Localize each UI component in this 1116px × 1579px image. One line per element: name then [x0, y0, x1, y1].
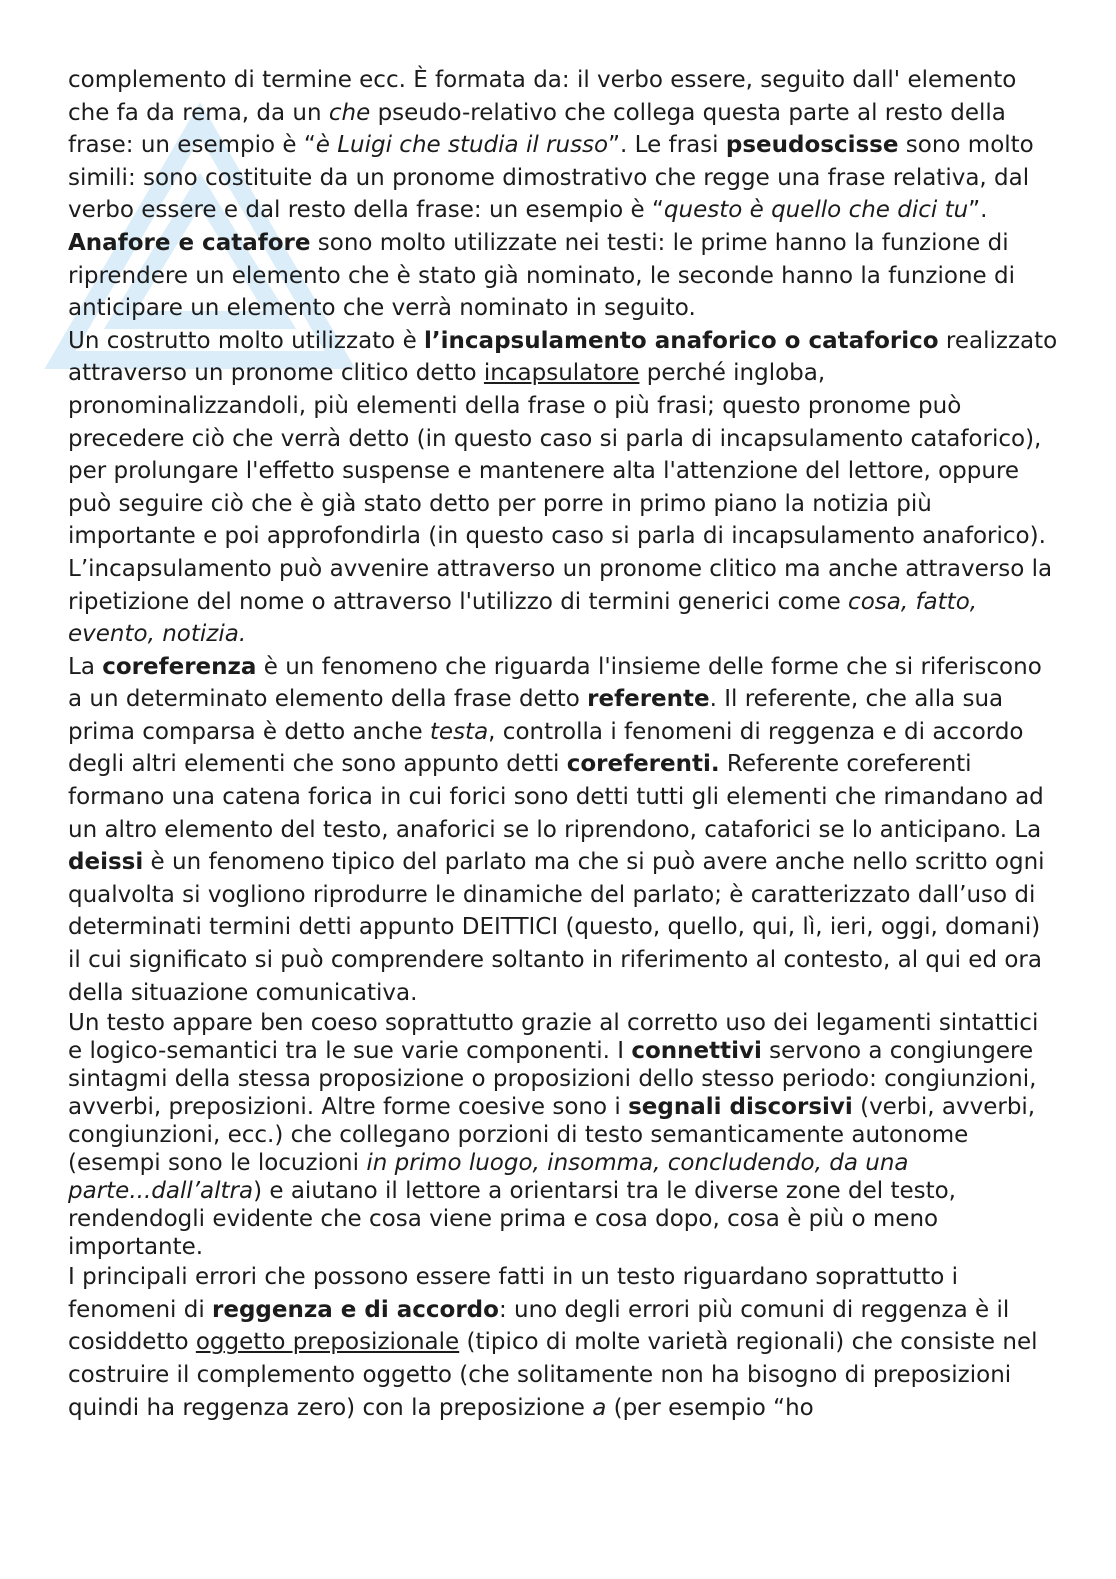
bold-term: Anafore e catafore	[68, 229, 311, 256]
text-run: , controlla i fenomeni di reggenza e di accordo degli altri elementi che sono appunto detti	[68, 718, 1024, 778]
paragraph-errori	[68, 1261, 1058, 1424]
italic-example: che	[328, 99, 371, 126]
text-run: Referente coreferenti formano una catena forica in cui forici sono detti tutti gli elementi che rimandano ad un altro elemento del testo, anaforici se lo riprendono, cataforici se lo anticipano. La	[68, 751, 1044, 843]
text-run: realizzato attraverso un pronome clitico detto	[68, 327, 1058, 387]
italic-example: a	[592, 1394, 607, 1421]
text-run: ”.	[968, 197, 988, 224]
text-run: (verbi, avverbi, congiunzioni, ecc.) che collegano porzioni di testo semanticamente autonome (esempi sono le locuzioni	[68, 1094, 1036, 1177]
bold-term: l’incapsulamento anaforico o cataforico	[424, 327, 939, 354]
bold-term: deissi	[68, 849, 144, 876]
paragraph-incapsulamento	[68, 325, 1058, 651]
text-run: è un fenomeno tipico del parlato ma che si può avere anche nello scritto ogni qualvolta si vogliono riprodurre le dinamiche del parlato; è caratterizzato dall’uso di determinati termini detti appunto DEITTICI (questo, quello, qui, lì, ieri, oggi, domani) il cui significato si può comprendere soltanto in riferimento al contesto, al qui ed ora della situazione comunicativa.	[68, 849, 1045, 1006]
bold-term: pseudoscisse	[725, 132, 899, 159]
bold-term: coreferenza	[102, 653, 257, 680]
text-run: Un costrutto molto utilizzato è	[68, 327, 425, 354]
text-run: . Il referente, che alla sua prima comparsa è detto anche	[68, 686, 1004, 745]
text-run: I principali errori che possono essere fatti in un testo riguardano soprattutto i fenomeni di	[68, 1264, 959, 1323]
bold-term: segnali discorsivi	[628, 1094, 853, 1121]
text-run: Un testo appare ben coeso soprattutto grazie al corretto uso dei legamenti sintattici e logico-semantici tra le sue varie componenti. I	[68, 1010, 1039, 1065]
paragraph-coreferenza	[68, 651, 1058, 1010]
document-page	[68, 64, 1058, 1424]
text-run: : uno degli errori più comuni di reggenza è il cosiddetto	[68, 1296, 1010, 1356]
underlined-term: oggetto preposizionale	[195, 1329, 460, 1356]
italic-example: in primo luogo, insomma, concludendo, da una parte...dall’altra	[68, 1150, 909, 1205]
text-run: perché ingloba, pronominalizzandoli, più elementi della frase o più frasi; questo pronome può precedere ciò che verrà detto (in questo caso si parla di incapsulamento cataforico), per prolungare l'effetto suspense e mantenere alta l'attenzione del lettore, oppure può seguire ciò che è già stato detto per porre in primo piano la notizia più importante e poi approfondirla (in questo caso si parla di incapsulamento anaforico). L’incapsulamento può avvenire attraverso un pronome clitico ma anche attraverso la ripetizione del nome o attraverso l'utilizzo di termini generici come	[68, 360, 1053, 615]
italic-example: testa	[429, 718, 489, 745]
text-run: pseudo-relativo che collega questa parte al resto della frase: un esempio è “	[68, 99, 1006, 159]
text-run: ”. Le frasi	[608, 132, 726, 159]
paragraph-scisse	[68, 64, 1058, 227]
text-run: sono molto simili: sono costituite da un pronome dimostrativo che regge una frase relativa, dal verbo essere e dal resto della frase: un esempio è “	[68, 132, 1034, 224]
bold-term: referente	[587, 686, 710, 713]
text-run: ) e aiutano il lettore a orientarsi tra le diverse zone del testo, rendendogli evidente che cosa viene prima e cosa dopo, cosa è più o meno importante.	[68, 1178, 956, 1261]
text-run: complemento di termine ecc. È formata da: il verbo essere, seguito dall' elemento che fa da rema, da un	[68, 67, 1017, 126]
italic-example: è Luigi che studia il russo	[315, 132, 609, 159]
text-run: (tipico di molte varietà regionali) che consiste nel costruire il complemento oggetto (che solitamente non ha bisogno di preposizioni quindi ha reggenza zero) con la preposizione	[68, 1329, 1038, 1421]
bold-term: coreferenti.	[566, 751, 720, 778]
italic-example: cosa, fatto, evento, notizia.	[68, 588, 978, 648]
bold-term: connettivi	[631, 1038, 762, 1065]
bold-term: reggenza e di accordo	[212, 1296, 499, 1323]
text-run: sono molto utilizzate nei testi: le prime hanno la funzione di riprendere un elemento che è stato già nominato, le seconde hanno la funzione di anticipare un elemento che verrà nominato in seguito.	[68, 229, 1015, 322]
paragraph-connettivi	[68, 1009, 1058, 1261]
text-run: è un fenomeno che riguarda l'insieme delle forme che si riferiscono a un determinato elemento della frase detto	[68, 653, 1042, 713]
text-run: servono a congiungere sintagmi della stessa proposizione o proposizioni dello stesso periodo: congiunzioni, avverbi, preposizioni. Altre forme coesive sono i	[68, 1038, 1037, 1121]
paragraph-anafore	[68, 227, 1058, 325]
text-run: La	[68, 653, 103, 680]
text-run: (per esempio “ho	[606, 1394, 814, 1421]
underlined-term: incapsulatore	[483, 360, 640, 387]
italic-example: questo è quello che dici tu	[663, 197, 969, 224]
